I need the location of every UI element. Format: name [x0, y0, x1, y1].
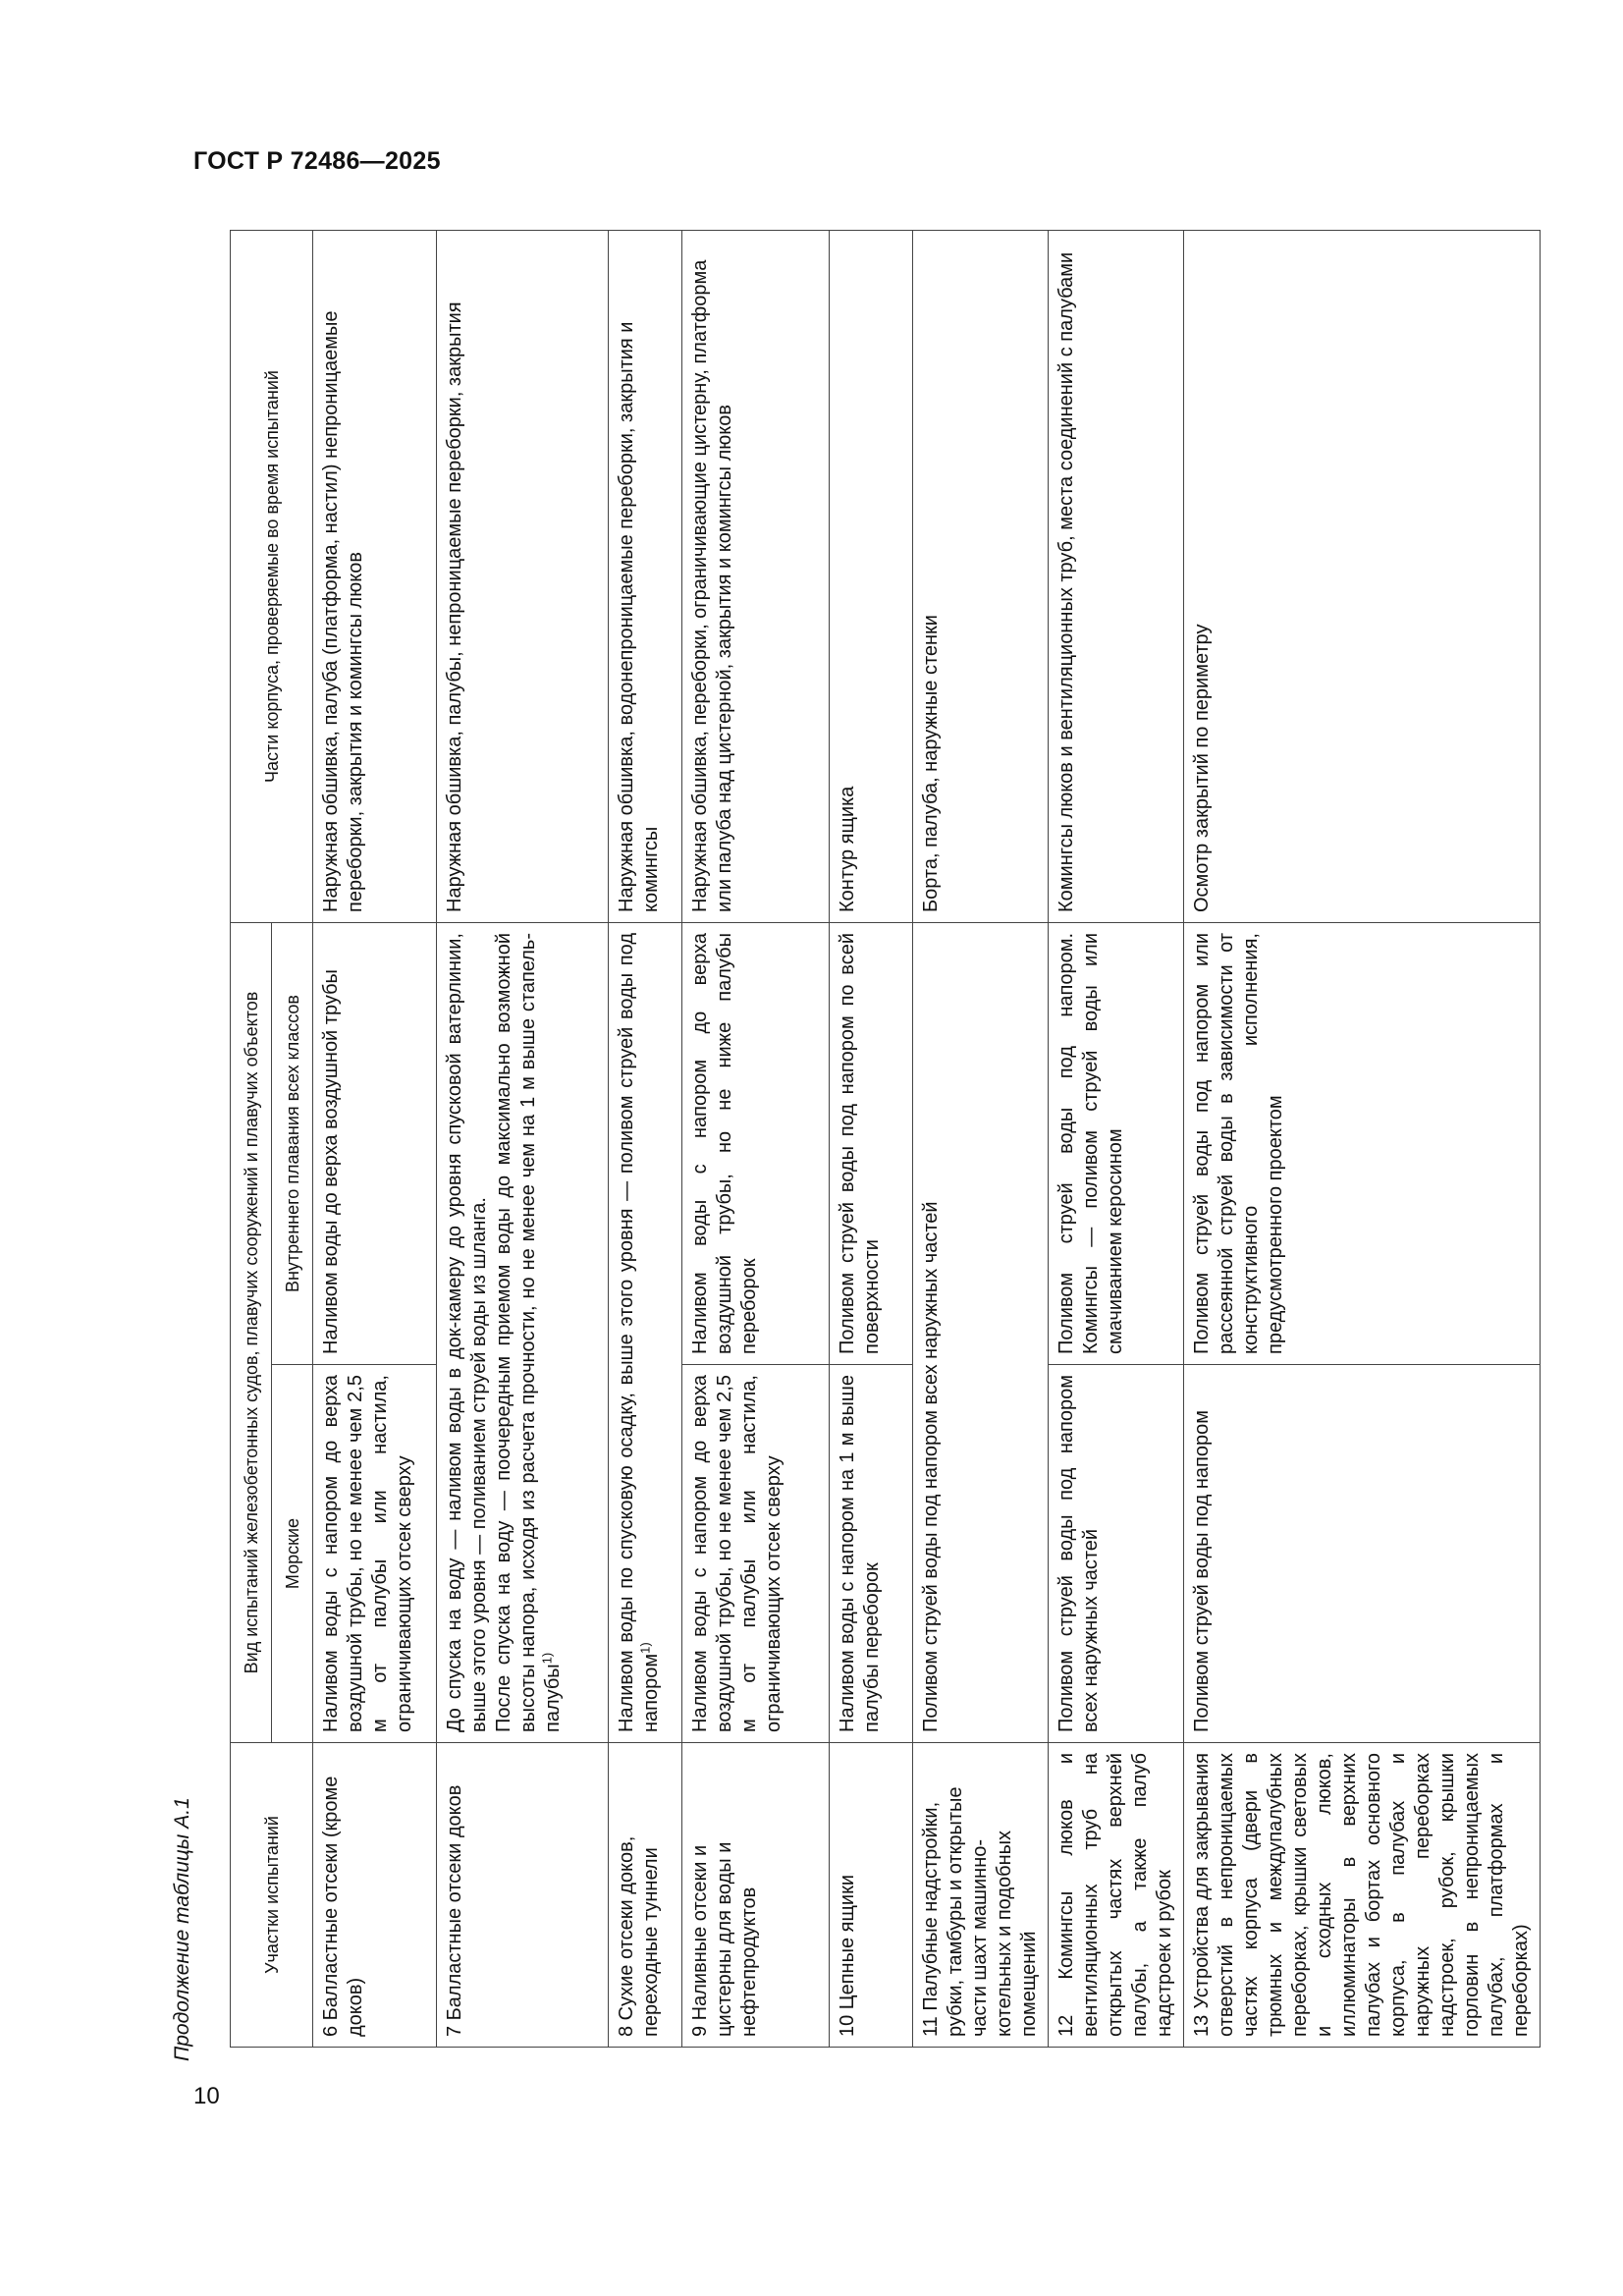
section-cell: 10 Цепные ящики [830, 1743, 913, 2048]
merged-test-cell [437, 923, 609, 1743]
parts-cell: Комингсы люков и вентиляционных труб, места соединений с палубами [1049, 231, 1184, 923]
sea-cell: Поливом струей воды под напором [1184, 1365, 1541, 1743]
section-cell: 6 Балластные отсеки (кроме доков) [313, 1743, 437, 2048]
inland-cell: Поливом струей воды под напором или рассеянной струей воды в зависимости от конструктивного исполнения, предусмотренного проектом [1184, 923, 1541, 1365]
sea-cell: Наливом воды с напором до верха воздушной трубы, но не менее чем 2,5 м от палубы или настила, ограничивающих отсек сверху [682, 1365, 830, 1743]
header-test-type: Вид испытаний железобетонных судов, плавучих сооружений и плавучих объектов [231, 923, 272, 1743]
footnote-ref: 1) [637, 1642, 653, 1654]
inland-cell: Поливом струей воды под напором. Комингсы — поливом струей воды или смачиванием керосином [1049, 923, 1184, 1365]
table-row [1184, 231, 1541, 2048]
parts-cell: Наружная обшивка, водонепроницаемые переборки, закрытия и комингсы [609, 231, 682, 923]
footnote-ref: 1) [539, 1652, 555, 1665]
merged-test-cell: Наливом воды по спусковую осадку, выше этого уровня — поливом струей воды под напором$^{1)}$ [609, 923, 682, 1743]
header-inland: Внутреннего плавания всех классов [272, 923, 313, 1365]
table-caption: Продолжение таблицы А.1 [171, 1797, 193, 2061]
sea-cell: Поливом струей воды под напором всех наружных частей [1049, 1365, 1184, 1743]
parts-cell: Борта, палуба, наружные стенки [913, 231, 1049, 923]
parts-cell: Наружная обшивка, палуба (платформа, настил) непроницаемые переборки, закрытия и комингсы люков [313, 231, 437, 923]
sea-cell: Наливом воды с напором на 1 м выше палубы переборок [830, 1365, 913, 1743]
table-row [609, 231, 682, 2048]
section-cell: 8 Сухие отсеки доков, переходные туннели [609, 1743, 682, 2048]
parts-cell: Осмотр закрытий по периметру [1184, 231, 1541, 923]
header-parts: Части корпуса, проверяемые во время испытаний [231, 231, 313, 923]
document-code: ГОСТ Р 72486—2025 [193, 147, 441, 175]
section-cell: 9 Наливные отсеки и цистерны для воды и нефтепродуктов [682, 1743, 830, 2048]
page-number: 10 [193, 2083, 220, 2109]
table-row [682, 231, 830, 2048]
merged-test-line: После спуска на воду — поочередным приемом воды до максимально возможной высоты напора, исходя из расчета прочности, но не менее чем на 1 м выше стапель-палубы$^{1)}$ [493, 933, 564, 1732]
inland-cell: Поливом струей воды под напором по всей поверхности [830, 923, 913, 1365]
test-table [230, 230, 1541, 2048]
parts-cell: Наружная обшивка, переборки, ограничивающие цистерну, платформа или палуба над цистерной, закрытия и комингсы люков [682, 231, 830, 923]
table-row [913, 231, 1049, 2048]
parts-cell: Наружная обшивка, палубы, непроницаемые переборки, закрытия [437, 231, 609, 923]
header-section: Участки испытаний [231, 1743, 313, 2048]
table-row [1049, 231, 1184, 2048]
header-sea: Морские [272, 1365, 313, 1743]
merged-test-line: До спуска на воду — наливом воды в док-камеру до уровня спусковой ватерлинии, выше этого уровня — поливанием струей воды из шланга. [444, 933, 490, 1732]
table-row [437, 231, 609, 2048]
section-cell: 11 Палубные надстройки, рубки, тамбуры и открытые части шахт машинно-котельных и подобных помещений [913, 1743, 1049, 2048]
section-cell: 7 Балластные отсеки доков [437, 1743, 609, 2048]
rotated-table-container [230, 231, 1532, 2048]
inland-cell: Наливом воды с напором до верха воздушной трубы, но не ниже палубы переборок [682, 923, 830, 1365]
parts-cell: Контур ящика [830, 231, 913, 923]
table-row [830, 231, 913, 2048]
inland-cell: Наливом воды до верха воздушной трубы [313, 923, 437, 1365]
sea-cell: Наливом воды с напором до верха воздушной трубы, но не менее чем 2,5 м от палубы или настила, ограничивающих отсек сверху [313, 1365, 437, 1743]
section-cell: 13 Устройства для закрывания отверстий в непроницаемых частях корпуса (двери в трюмных и междупалубных переборках, крышки световых и сходных люков, иллюминаторы в верхних палубах и бортах основного корпуса, в палубах и наружных переборках надстроек, рубок, крышки горловин в непроницаемых палубах, платформах и переборках) [1184, 1743, 1541, 2048]
table-row [313, 231, 437, 2048]
section-cell: 12 Комингсы люков и вентиляционных труб на открытых частях верхней палубы, а также палуб надстроек и рубок [1049, 1743, 1184, 2048]
merged-test-cell: Поливом струей воды под напором всех наружных частей [913, 923, 1049, 1743]
